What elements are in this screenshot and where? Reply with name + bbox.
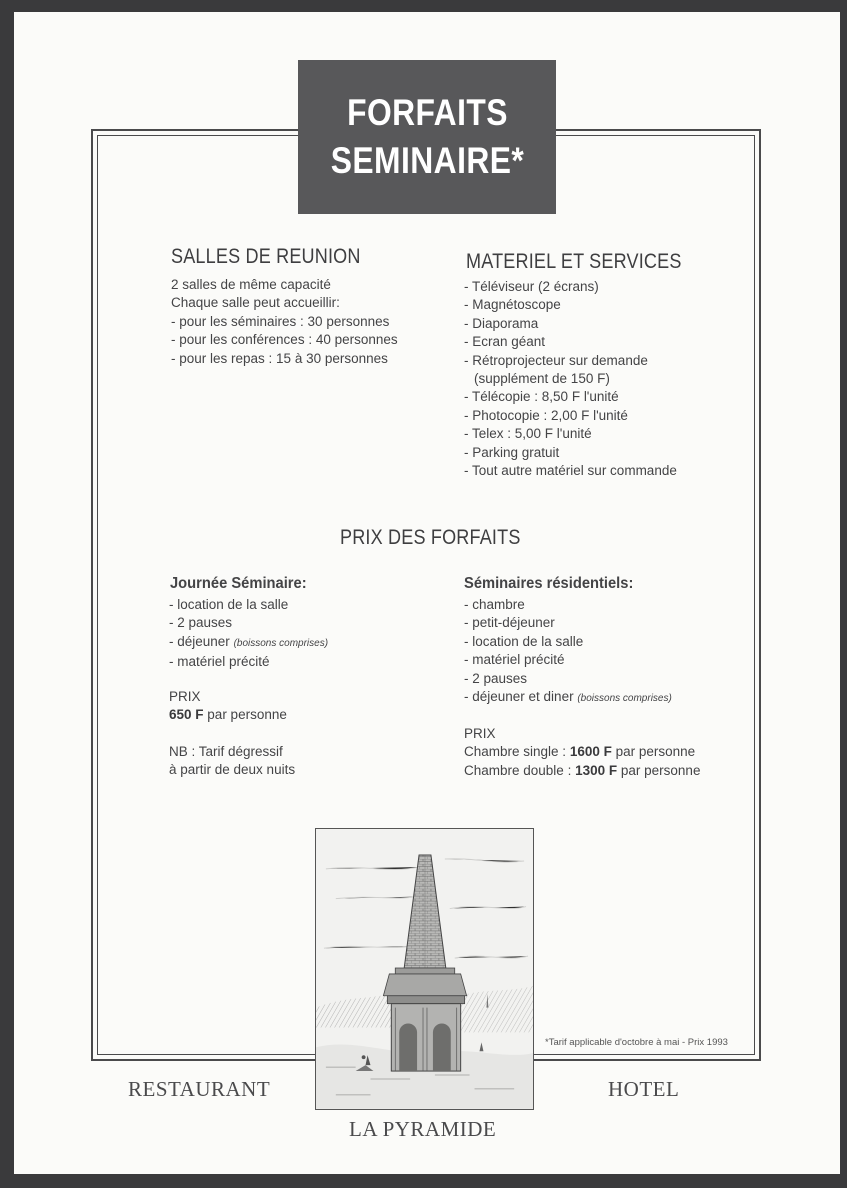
materiel-heading: MATERIEL ET SERVICES [466, 250, 682, 273]
salles-list [171, 276, 398, 368]
drinks-note: (boissons comprises) [577, 693, 672, 704]
title-line-2: SEMINAIRE* [330, 140, 524, 181]
pyramid-illustration [315, 828, 534, 1110]
list-item: - location de la salle [169, 597, 289, 612]
salles-heading: SALLES DE REUNION [171, 245, 361, 268]
price-suffix: par personne [615, 744, 696, 760]
list-item: Chaque salle peut accueillir: [171, 295, 340, 311]
price-value: 650 F [169, 707, 204, 723]
residentiels-price-block [464, 725, 700, 780]
materiel-list [464, 278, 677, 480]
list-item: - matériel précité [169, 654, 270, 670]
double-price-line [464, 762, 700, 780]
list-item: - location de la salle [464, 633, 584, 649]
list-item: - Téléviseur (2 écrans) [464, 279, 599, 294]
prix-label: PRIX [464, 726, 496, 741]
list-item: - Diaporama [464, 315, 539, 331]
prix-heading: PRIX DES FORFAITS [340, 526, 521, 549]
list-item [169, 633, 328, 653]
list-item: - Parking gratuit [464, 444, 560, 460]
list-item: 2 salles de même capacité [171, 277, 331, 292]
list-item: - pour les repas : 15 à 30 personnes [171, 350, 388, 366]
nb-line-1: NB : Tarif dégressif [169, 744, 283, 759]
list-item: (supplément de 150 F) [474, 371, 610, 387]
prix-label: PRIX [169, 689, 201, 704]
list-item: - matériel précité [464, 652, 565, 668]
title-line-1: FORFAITS [346, 92, 508, 133]
footer-la-pyramide: LA PYRAMIDE [349, 1117, 497, 1141]
footer-restaurant: RESTAURANT [128, 1077, 271, 1101]
footer-hotel: HOTEL [608, 1077, 680, 1101]
single-label: Chambre single : [464, 744, 567, 760]
title-banner [298, 60, 556, 214]
list-item: - pour les conférences : 40 personnes [171, 332, 398, 348]
double-label: Chambre double : [464, 762, 572, 778]
single-price: 1600 F [569, 744, 612, 760]
list-item: - Télécopie : 8,50 F l'unité [464, 389, 619, 405]
list-item: - Telex : 5,00 F l'unité [464, 426, 592, 442]
list-item: - Magnétoscope [464, 297, 561, 313]
nb-block [169, 743, 295, 780]
journee-heading: Journée Séminaire: [170, 575, 307, 592]
journee-price-block [169, 688, 287, 725]
residentiels-heading: Séminaires résidentiels: [464, 575, 634, 592]
pyramid-drawing [316, 829, 533, 1109]
price-suffix: par personne [207, 707, 287, 723]
list-item: - 2 pauses [464, 670, 528, 686]
list-item: - chambre [464, 597, 525, 612]
nb-line-2: à partir de deux nuits [169, 762, 296, 778]
journee-list [169, 596, 328, 672]
footnote: *Tarif applicable d'octobre à mai - Prix 1993 [545, 1037, 728, 1048]
list-item: - 2 pauses [169, 615, 233, 631]
double-price: 1300 F [575, 762, 618, 778]
list-item: - Ecran géant [464, 334, 546, 350]
price-line [169, 706, 287, 724]
list-item-text: - déjeuner et diner [464, 689, 574, 704]
list-item: - petit-déjeuner [464, 615, 555, 631]
residentiels-last-item [464, 688, 672, 708]
drinks-note: (boissons comprises) [233, 637, 329, 649]
list-item: - Rétroprojecteur sur demande [464, 352, 648, 368]
list-item: - Photocopie : 2,00 F l'unité [464, 407, 628, 423]
list-item-text: - déjeuner [169, 633, 230, 649]
list-item [464, 688, 672, 708]
price-suffix: par personne [620, 762, 701, 778]
list-item: - pour les séminaires : 30 personnes [171, 313, 390, 329]
residentiels-list [464, 596, 583, 688]
list-item: - Tout autre matériel sur commande [464, 463, 677, 479]
single-price-line [464, 743, 700, 761]
